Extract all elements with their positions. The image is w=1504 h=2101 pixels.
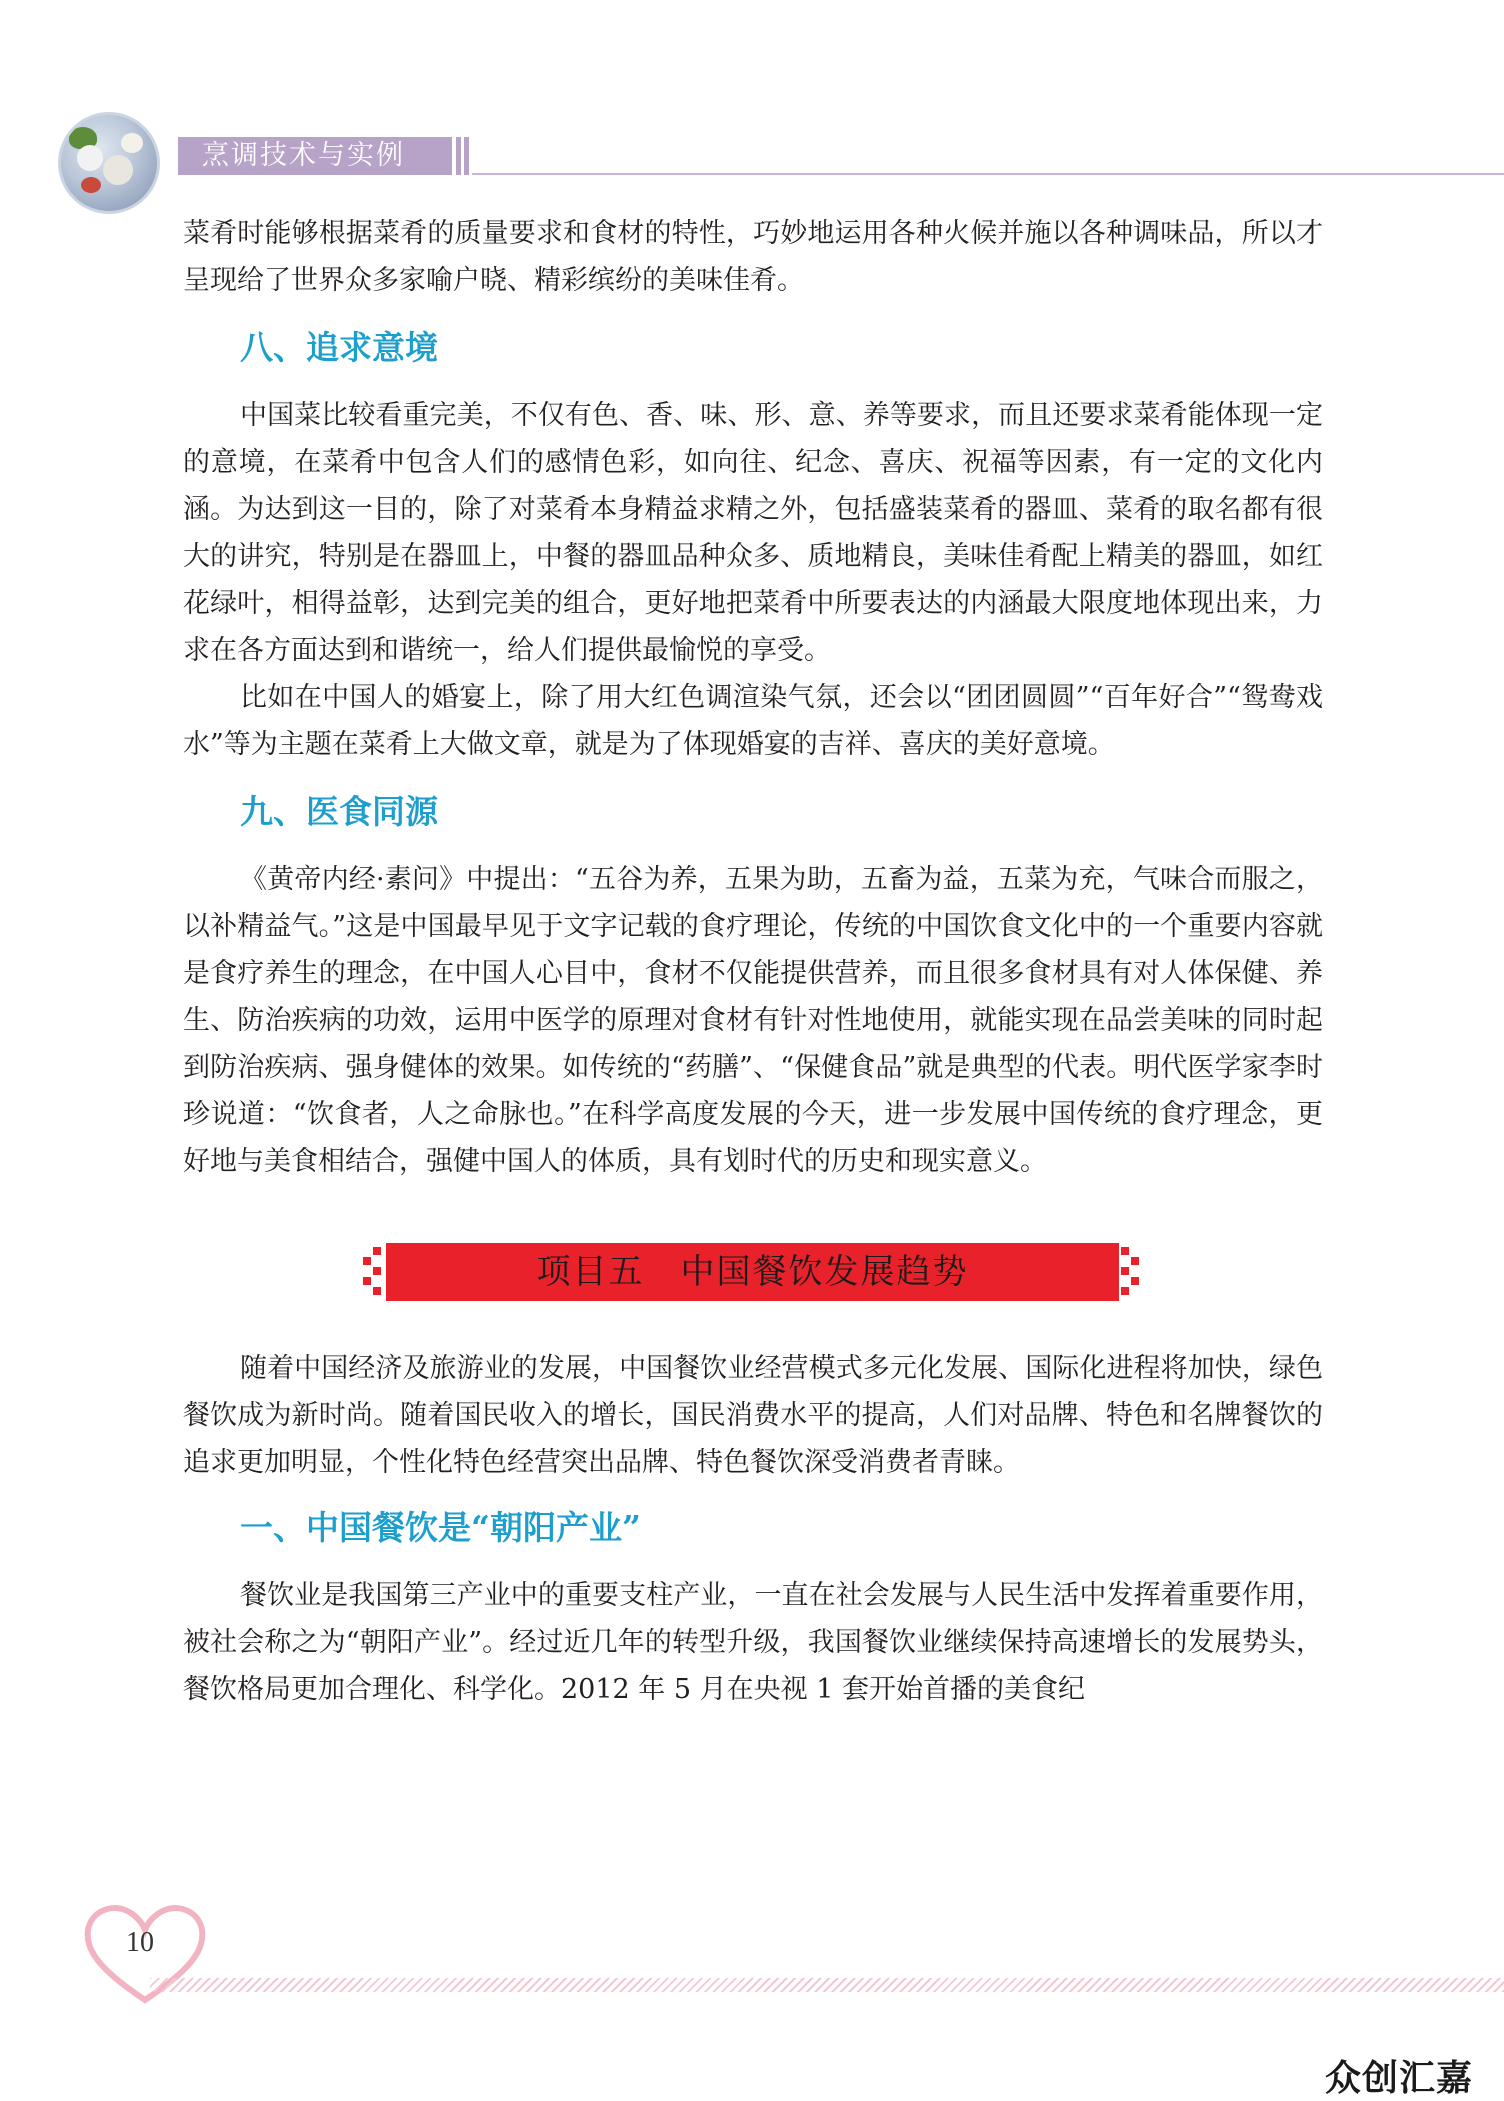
- banner-left-ornament: [353, 1247, 381, 1297]
- footer-stripe: [150, 1978, 1504, 1992]
- book-title: 烹调技术与实例: [178, 137, 452, 175]
- paragraph-sec8-1: 中国菜比较看重完美，不仅有色、香、味、形、意、养等要求，而且还要求菜肴能体现一定的意境，在菜肴中包含人们的感情色彩，如向往、纪念、喜庆、祝福等因素，有一定的文化内涵。为达到这一目的，除了对菜肴本身精益求精之外，包括盛装菜肴的器皿、菜肴的取名都有很大的讲究，特别是在器皿上，中餐的器皿品种众多、质地精良，美味佳肴配上精美的器皿，如红花绿叶，相得益彰，达到完美的组合，更好地把菜肴中所要表达的内涵最大限度地体现出来，力求在各方面达到和谐统一，给人们提供最愉悦的享受。: [183, 400, 1323, 666]
- watermark-text: 众创汇嘉: [1325, 2058, 1474, 2099]
- header-rule: [472, 173, 1504, 175]
- project-title: 项目五 中国餐饮发展趋势: [386, 1243, 1119, 1301]
- page-number: 10: [126, 1927, 154, 1958]
- section-heading-1: 一、中国餐饮是“朝阳产业”: [240, 1508, 641, 1547]
- banner-right-ornament: [1121, 1247, 1149, 1297]
- paragraph-sec8-2: 比如在中国人的婚宴上，除了用大红色调渲染气氛，还会以“团团圆圆”“百年好合”“鸳鸯戏水”等为主题在菜肴上大做文章，就是为了体现婚宴的吉祥、喜庆的美好意境。: [183, 682, 1323, 760]
- page-body: [183, 210, 1323, 1713]
- paragraph-project-1: 随着中国经济及旅游业的发展，中国餐饮业经营模式多元化发展、国际化进程将加快，绿色餐饮成为新时尚。随着国民收入的增长，国民消费水平的提高，人们对品牌、特色和名牌餐饮的追求更加明显，个性化特色经营突出品牌、特色餐饮深受消费者青睐。: [183, 1353, 1323, 1478]
- section-heading-9: 九、医食同源: [240, 792, 438, 831]
- section-heading-8: 八、追求意境: [240, 328, 438, 367]
- paragraph-sec1-1: 餐饮业是我国第三产业中的重要支柱产业，一直在社会发展与人民生活中发挥着重要作用，被社会称之为“朝阳产业”。经过近几年的转型升级，我国餐饮业继续保持高速增长的发展势头，餐饮格局更加合理化、科学化。2012 年 5 月在央视 1 套开始首播的美食纪: [183, 1580, 1323, 1705]
- header-decoration: [452, 137, 472, 175]
- header-food-photo: [58, 112, 160, 214]
- project-banner: [183, 1223, 1323, 1323]
- paragraph-intro: 菜肴时能够根据菜肴的质量要求和食材的特性，巧妙地运用各种火候并施以各种调味品，所以才呈现给了世界众多家喻户晓、精彩缤纷的美味佳肴。: [183, 218, 1323, 296]
- paragraph-sec9-1: 《黄帝内经·素问》中提出：“五谷为养，五果为助，五畜为益，五菜为充，气味合而服之，以补精益气。”这是中国最早见于文字记载的食疗理论，传统的中国饮食文化中的一个重要内容就是食疗养生的理念，在中国人心目中，食材不仅能提供营养，而且很多食材具有对人体保健、养生、防治疾病的功效，运用中医学的原理对食材有针对性地使用，就能实现在品尝美味的同时起到防治疾病、强身健体的效果。如传统的“药膳”、“保健食品”就是典型的代表。明代医学家李时珍说道：“饮食者，人之命脉也。”在科学高度发展的今天，进一步发展中国传统的食疗理念，更好地与美食相结合，强健中国人的体质，具有划时代的历史和现实意义。: [183, 864, 1323, 1177]
